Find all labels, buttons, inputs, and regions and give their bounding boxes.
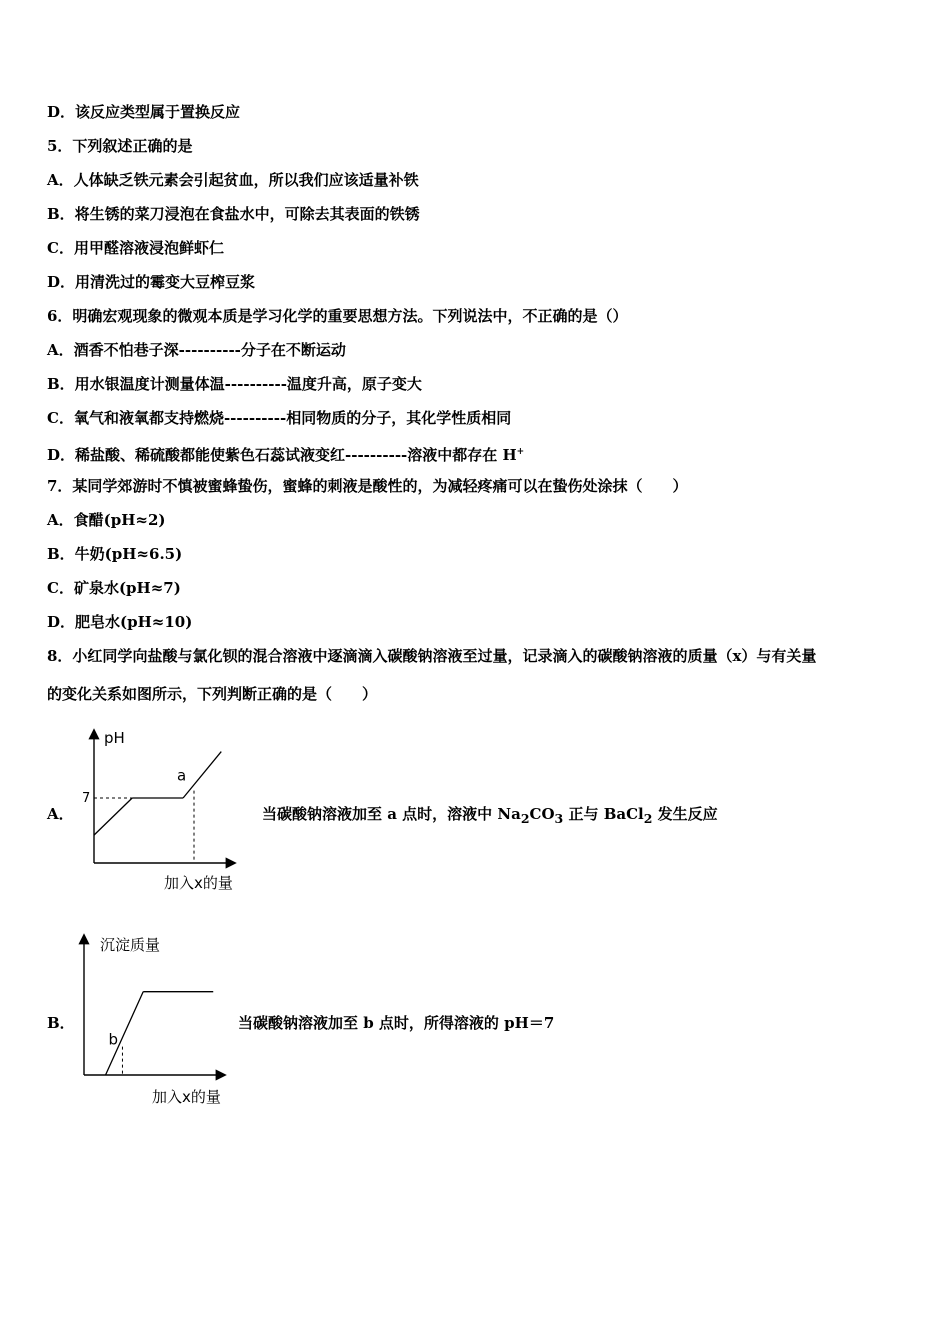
y-axis-label: 沉淀质量 [100,936,161,954]
q4-option-d: D．该反应类型属于置换反应 [47,103,241,121]
q8-option-a-label: A． [47,805,74,823]
precipitate-chart [70,930,240,1112]
ph-chart [70,725,250,895]
q6-option-c: C．氧气和液氧都支持燃烧----------相同物质的分子，其化学性质相同 [47,409,512,427]
y-axis-label: pH [104,729,125,747]
q6-stem: 6．明确宏观现象的微观本质是学习化学的重要思想方法。下列说法中，不正确的是（） [47,307,628,325]
h-plus-superscript: + [516,447,525,457]
q7-option-b: B．牛奶(pH≈6.5) [47,545,183,563]
q8-stem-line1: 8．小红同学向盐酸与氯化钡的混合溶液中逐滴滴入碳酸钠溶液至过量，记录滴入的碳酸钠溶液的质量（x）与有关量 [47,647,817,665]
q7-option-d: D．肥皂水(pH≈10) [47,613,193,631]
ph-line-segment-3 [183,752,221,798]
q6-option-a: A．酒香不怕巷子深----------分子在不断运动 [47,341,346,359]
q7-stem: 7．某同学郊游时不慎被蜜蜂蛰伤，蜜蜂的刺液是酸性的，为减轻疼痛可以在蛰伤处涂抹（ ） [47,477,688,495]
q5-option-b: B．将生锈的菜刀浸泡在食盐水中，可除去其表面的铁锈 [47,205,420,223]
q8-option-b-text: 当碳酸钠溶液加至 b 点时，所得溶液的 pH＝7 [238,1014,555,1032]
y-tick-7: 7 [82,791,91,806]
q6-option-d [47,442,524,465]
x-axis-label: 加入x的量 [164,874,233,892]
q5-option-c: C．用甲醛溶液浸泡鲜虾仁 [47,239,224,257]
q8-option-a-text: 当碳酸钠溶液加至 a 点时，溶液中 $Na_2CO_3$ 正与 BaCl$_2$ 发生反应 [262,805,718,826]
q5-option-a: A．人体缺乏铁元素会引起贫血，所以我们应该适量补铁 [47,171,419,189]
q6-option-d-text: D．稀盐酸、稀硫酸都能使紫色石蕊试液变红----------溶液中都存在 H [47,446,517,464]
ph-line-segment-1 [94,798,132,835]
q7-option-c: C．矿泉水(pH≈7) [47,579,181,597]
q8-option-b-label: B． [47,1014,75,1032]
q5-option-d: D．用清洗过的霉变大豆榨豆浆 [47,273,256,291]
point-a-label: a [177,766,187,785]
q8-stem-line2: 的变化关系如图所示，下列判断正确的是（ ） [47,685,378,703]
x-axis-label: 加入x的量 [152,1088,221,1106]
q6-option-b: B．用水银温度计测量体温----------温度升高，原子变大 [47,375,422,393]
q5-stem: 5．下列叙述正确的是 [47,137,193,155]
point-b-label: b [108,1030,118,1049]
q7-option-a: A．食醋(pH≈2) [47,511,166,529]
